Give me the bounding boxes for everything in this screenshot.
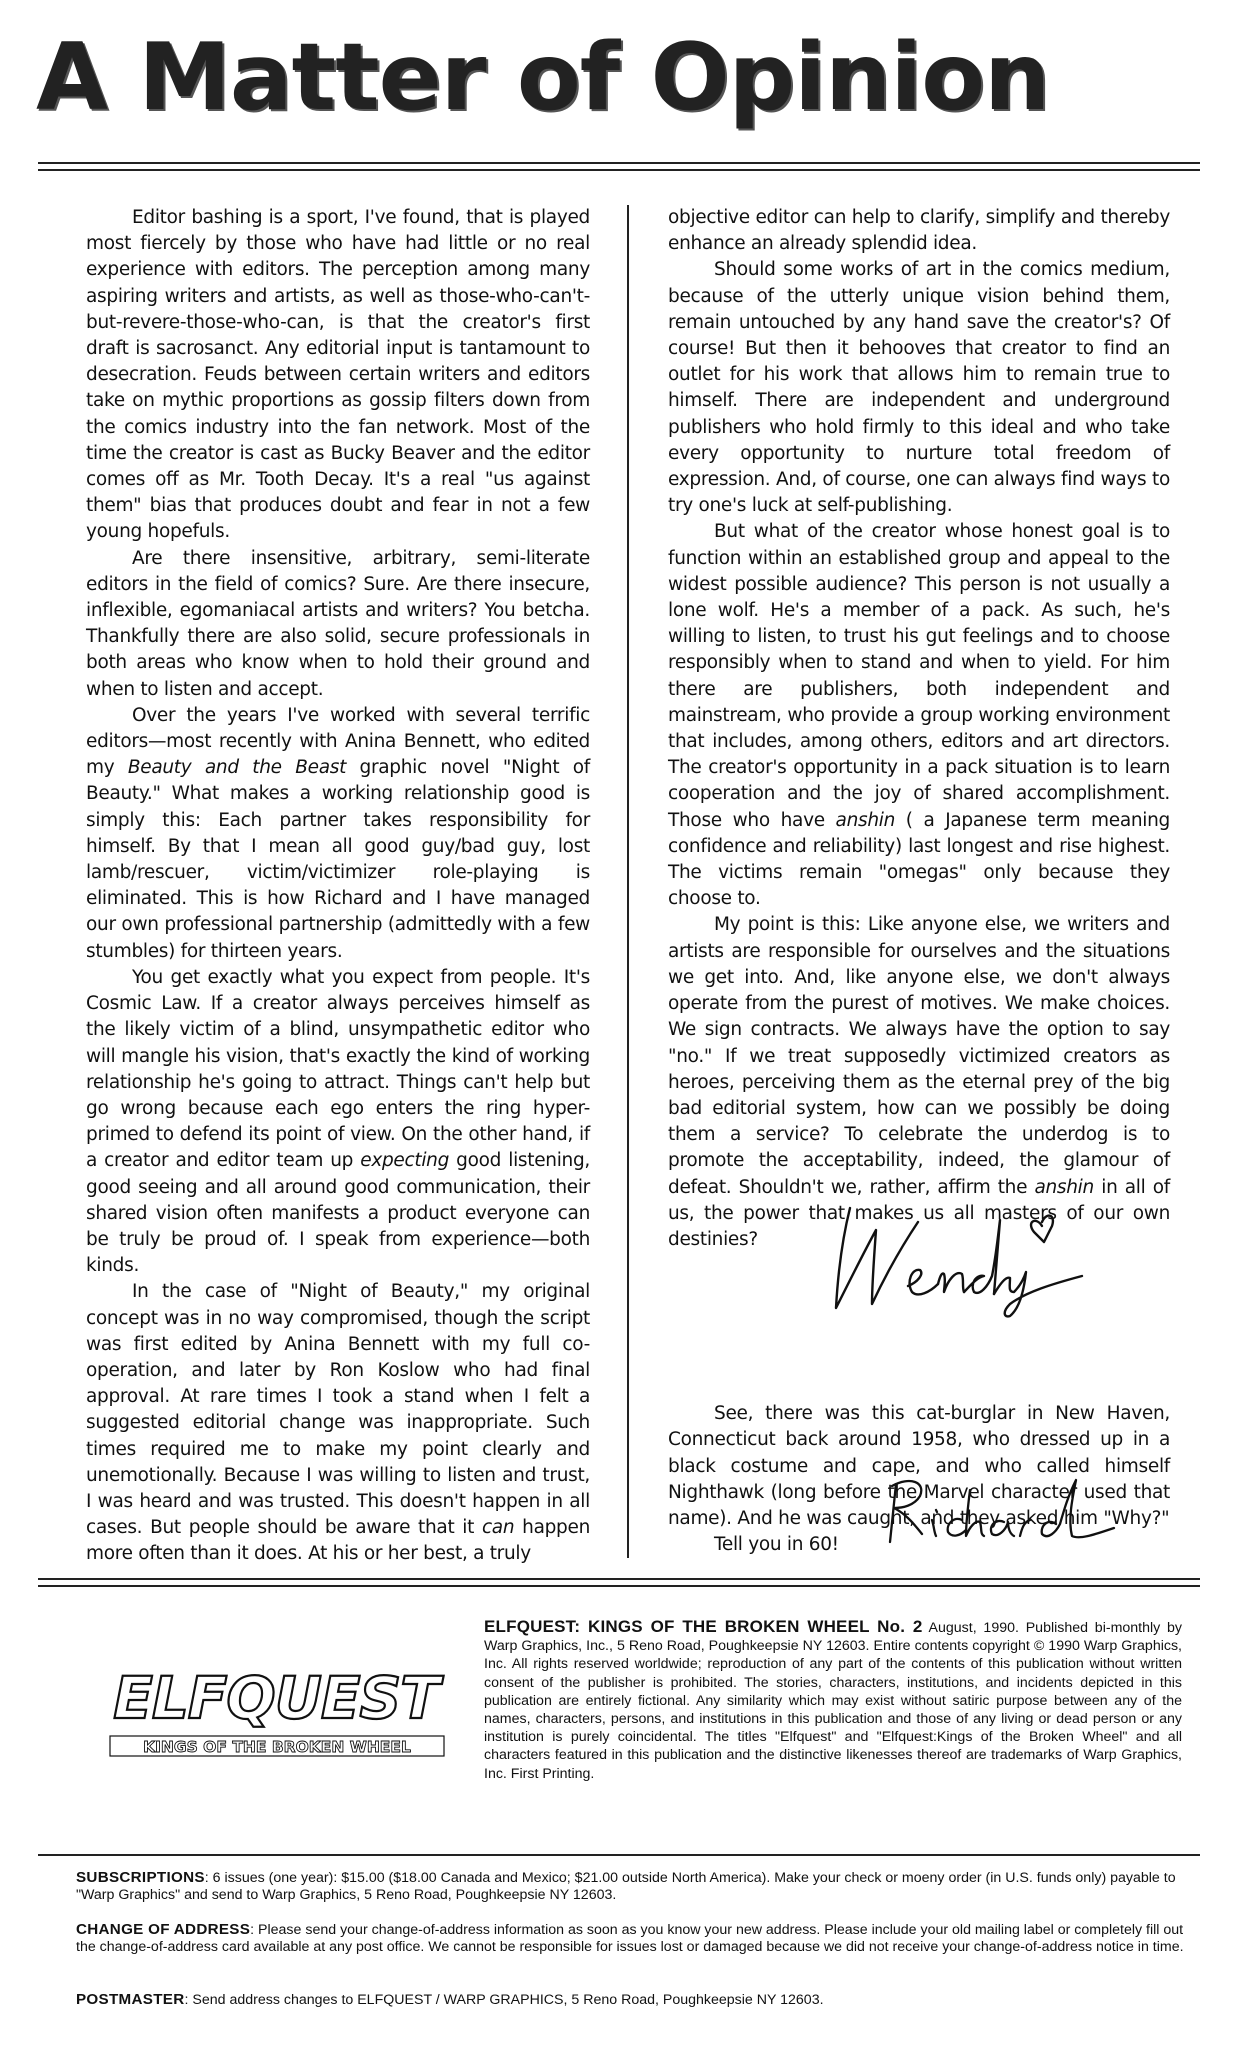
emphasis: expecting [360, 1150, 450, 1172]
change-of-address-notice [76, 1922, 1186, 1956]
emphasis: anshin [1034, 1176, 1094, 1198]
paragraph: My point is this: Like anyone else, we writers and artists are responsible for ourselves and the situations we get into. And, like anyone else, we don't always operate from the purest of motives. We make choices. We sign contracts. We always have the option to say "no." If we treat supposedly victimized creators as heroes, perceiving them as the eternal prey of the big bad editorial system, how can we possibly be doing them a service? To celebrate the underdog is to promote the acceptability, indeed, the glamour of defeat. Shouldn't we, rather, affirm the anshin in all of us, the power that makes us all masters of our own destinies? [668, 914, 1170, 1250]
publication-title: ELFQUEST: KINGS OF THE BROKEN WHEEL No. 2 [484, 1617, 923, 1636]
column-divider [627, 205, 629, 1558]
paragraph: Editor bashing is a sport, I've found, that is played most fiercely by those who have had little or no real experience with editors. The perception among many aspiring writers and artists, as well as those-who-can't-but-revere-those-who-can, is that the creator's first draft is sacrosanct. Any editorial input is tantamount to desecration. Feuds between certain writers and editors take on mythic proportions as gossip filters down from the comics industry into the fan network. Most of the time the creator is cast as Bucky Beaver and the editor comes off as Mr. Tooth Decay. It's a real "us against them" bias that produces doubt and fear in not a few young hopefuls. [86, 207, 590, 543]
wendy-signature [820, 1200, 1090, 1320]
paragraph: objective editor can help to clarify, simplify and thereby enhance an already splendid idea. [668, 207, 1170, 255]
emphasis: anshin [835, 809, 896, 831]
elfquest-logo [96, 1656, 456, 1766]
logo-sub-text: KINGS OF THE BROKEN WHEEL [143, 1738, 411, 1756]
title-rule-top [38, 162, 1200, 164]
paragraph: Should some works of art in the comics medium, because of the utterly unique vision behind them, remain untouched by any hand save the creator's? Of course! But then it behooves that creator to find an outlet for his work that allows him to remain true to himself. There are independent and underground publishers who hold firmly to this ideal and who take every opportunity to nurture total freedom of expression. And, of course, one can always find ways to try one's luck at self-publishing. [668, 259, 1170, 517]
richard-signature [880, 1470, 1120, 1550]
section-rule-top [38, 1578, 1200, 1580]
paragraph: In the case of "Night of Beauty," my original concept was in no way compromised, though the script was first edited by Anina Bennett with my full co-operation, and later by Ron Koslow who had final approval. At rare times I took a stand when I felt a suggested editorial change was inappropriate. Such times required me to make my point clearly and unemotionally. Because I was willing to listen and trust, I was heard and was trusted. This doesn't happen in all cases. But people should be aware that it can happen more often than it does. At his or her best, a truly [86, 1281, 591, 1565]
publication-date: August, 1990. [928, 1620, 1019, 1636]
subscriptions-text: : 6 issues (one year): $15.00 ($18.00 Canada and Mexico; $21.00 outside North America). Make your check or moeny order (in U.S. funds only) payable to "Warp Graphics" and send to Warp Graphics, 5 Reno Road, Poughkeepsie NY 12603. [76, 1870, 1176, 1903]
paragraph: You get exactly what you expect from people. It's Cosmic Law. If a creator always perceives himself as the likely victim of a blind, unsympathetic editor who will mangle his vision, that's exactly the kind of working relationship he's going to attract. Things can't help but go wrong because each ego enters the ring hyper-primed to defend its point of view. On the other hand, if a creator and editor team up expecting good listening, good seeing and all around good communication, their shared vision often manifests a product everyone can be truly be proud of. I speak from experience—both kinds. [86, 966, 590, 1277]
subscriptions-notice [76, 1870, 1186, 1904]
footer-rule [38, 1854, 1200, 1856]
section-rule-bottom [38, 1585, 1200, 1587]
change-of-address-label: CHANGE OF ADDRESS [76, 1921, 251, 1938]
postmaster-label: POSTMASTER [76, 1991, 185, 2008]
paragraph: Are there insensitive, arbitrary, semi-literate editors in the field of comics? Sure. Are there insecure, inflexible, egomaniacal artists and writers? You betcha. Thankfully there are also solid, secure professionals in both areas who know when to hold their ground and when to listen and accept. [86, 547, 590, 700]
paragraph: But what of the creator whose honest goal is to function within an established group and appeal to the widest possible audience? This person is not usually a lone wolf. He's a member of a pack. As such, he's willing to listen, to trust his gut feelings and to choose responsibly when to stand and when to yield. For him there are publishers, both independent and mainstream, who provide a group working environment that includes, among others, editors and art directors. The creator's opportunity in a pack situation is to learn cooperation and the joy of shared accomplishment. Those who have anshin ( a Japanese term meaning confidence and reliability) last longest and rise highest. The victims remain "omegas" only because they choose to. [668, 521, 1170, 910]
subscriptions-label: SUBSCRIPTIONS [76, 1869, 205, 1886]
page-title: A Matter of Opinion [36, 23, 1050, 131]
change-of-address-text: : Please send your change-of-address information as soon as you know your new address. Please include your old mailing label or completely fill out the change-of-address card available at any post office. We cannot be responsible for issues lost or damaged because we did not receive your change-of-address notice in time. [76, 1922, 1184, 1955]
postmaster-text: : Send address changes to ELFQUEST / WARP GRAPHICS, 5 Reno Road, Poughkeepsie NY 12603. [184, 1992, 824, 2008]
emphasis: Beauty and the Beast [127, 757, 347, 779]
publication-body: Published bi-monthly by Warp Graphics, Inc., 5 Reno Road, Poughkeepsie NY 12603. Entire contents copyright © 1990 Warp Graphics, Inc. All rights reserved worldwide; reproduction of any part of the contents of this publication without written consent of the publisher is prohibited. The stories, characters, institutions, and incidents depicted in this publication are entirely fictional. Any similarity which may exist without satiric purpose between any of the names, characters, persons, and institutions in this publication and those of any living or dead person or any institution is purely coincidental. The titles "Elfquest" and "Elfquest:Kings of the Broken Wheel" and all characters featured in this publication and the distinctive likenesses thereof are trademarks of Warp Graphics, Inc. First Printing. [484, 1620, 1182, 1782]
publication-info [484, 1618, 1182, 1783]
article-right-column [668, 205, 1170, 1558]
title-rule-bottom [38, 169, 1200, 171]
emphasis: can [481, 1517, 515, 1539]
postmaster-notice [76, 1992, 1186, 2009]
paragraph: See, there was this cat-burglar in New Haven, Connecticut back around 1958, who dressed up in a black costume and cape, and who called himself Nighthawk (long before the Marvel character used that name). And he was caught, and they asked him "Why?" [668, 1403, 1170, 1529]
paragraph: Tell you in 60! [714, 1534, 839, 1556]
logo-main-text: ELFQUEST [113, 1664, 439, 1732]
article-left-column [86, 205, 590, 1568]
paragraph: Over the years I've worked with several terrific editors—most recently with Anina Bennett, who edited my Beauty and the Beast graphic novel "Night of Beauty." What makes a working relationship good is simply this: Each partner takes responsibility for himself. By that I mean all good guy/bad guy, lost lamb/rescuer, victim/victimizer role-playing is eliminated. This is how Richard and I have managed our own professional partnership (admittedly with a few stumbles) for thirteen years. [86, 704, 590, 962]
